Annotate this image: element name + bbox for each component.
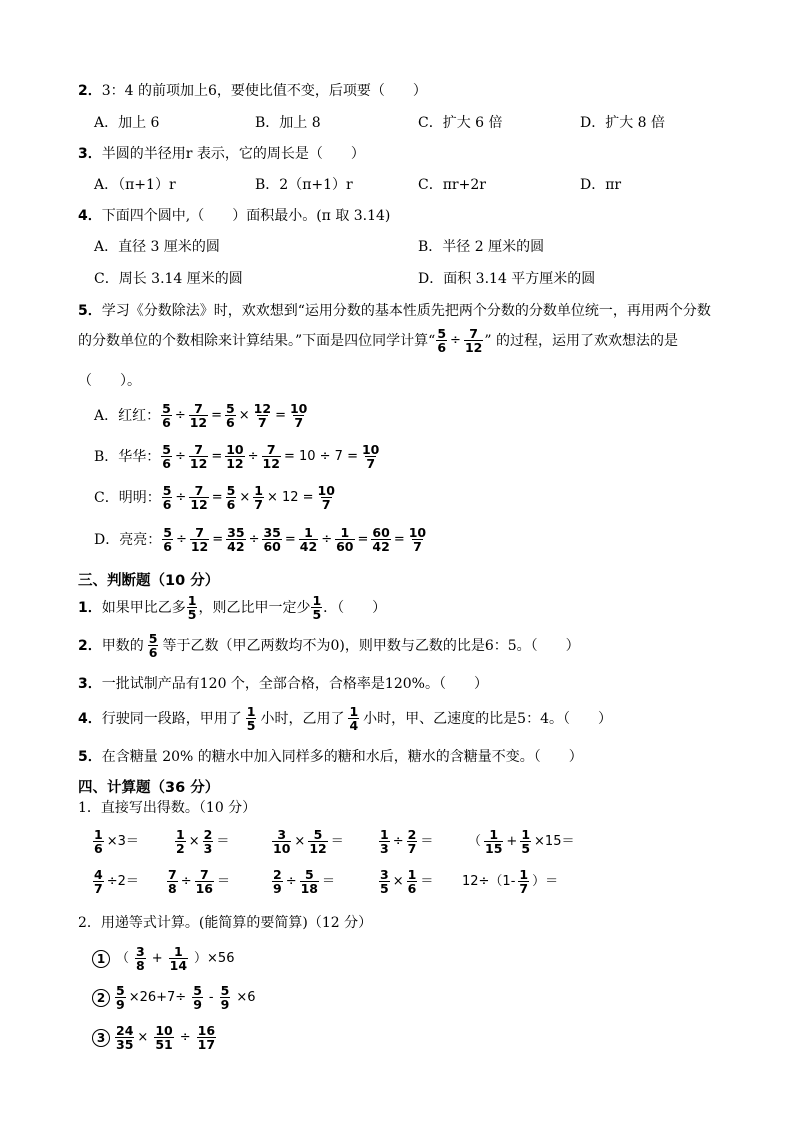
question-text: 等于乙数（甲乙两数均不为0)，则甲数与乙数的比是6：5。（ ）: [162, 637, 580, 654]
q5-option-c[interactable]: C．明明： $\frac{5}{6}$ ÷ $\frac{7}{12}$ = $\frac{5}{6}$ × $\frac{1}{7}$ × 12 = $\frac{10}{7}$: [94, 483, 335, 513]
calc-step-2: 2 $\frac{5}{9}$ ×26+7÷ $\frac{5}{9}$ - $\frac{5}{9}$ ×6: [92, 984, 257, 1011]
question-text: ，则乙比甲一定少: [198, 599, 311, 616]
question-text: 行驶同一段路，甲用了: [101, 710, 242, 727]
question-5-line-2: 的分数单位的个数相除来计算结果。”下面是四位同学计算“ $\frac{5}{6}$ ÷ $\frac{7}{12}$ ” 的过程，运用了欢欢想法的是: [78, 326, 678, 356]
calc-item: $\frac{1}{3}$ ÷ $\frac{2}{7}$ ＝: [380, 827, 434, 857]
judge-3: [78, 677, 488, 691]
question-number: 4．: [78, 208, 102, 224]
q5-option-a[interactable]: A．红红： $\frac{5}{6}$ ÷ $\frac{7}{12}$ = $\frac{5}{6}$ × $\frac{12}{7}$ = $\frac{10}{7}$: [94, 401, 308, 431]
question-text: 半圆的半径用r 表示，它的周长是（ ）: [101, 146, 365, 162]
q3-option-c[interactable]: C．πr+2r: [418, 177, 486, 193]
calc-item: $\frac{1}{2}$ × $\frac{2}{3}$ ＝: [176, 827, 230, 857]
section-4-heading: 四、计算题（36 分）: [78, 780, 220, 796]
judge-5: [78, 750, 583, 764]
question-3: [78, 147, 365, 161]
question-number: 4．: [78, 710, 102, 727]
option-label: D．亮亮：: [94, 531, 162, 548]
question-text: 下面四个圆中,（ ）面积最小。(π 取 3.14): [101, 208, 391, 224]
q5-option-d[interactable]: D．亮亮： $\frac{5}{6}$ ÷ $\frac{7}{12}$ = $\frac{35}{42}$ ÷ $\frac{35}{60}$ = $\frac{1}{42}$ ÷ $\frac{1}{60}$ = $\frac{60}{42}$ = $\frac{10}{7}$: [94, 525, 427, 555]
q5-option-b[interactable]: B．华华： $\frac{5}{6}$ ÷ $\frac{7}{12}$ = $\frac{10}{12}$ ÷ $\frac{7}{12}$ = 10 ÷ 7 = $\frac{10}{7}$: [94, 442, 380, 472]
q4-option-d[interactable]: D．面积 3.14 平方厘米的圆: [418, 271, 596, 287]
q3-option-d[interactable]: D．πr: [580, 177, 622, 193]
question-text: 学习《分数除法》时，欢欢想到“运用分数的基本性质先把两个分数的分数单位统一，再用两个分数: [101, 303, 711, 319]
question-4: [78, 209, 390, 223]
q4-option-a[interactable]: A．直径 3 厘米的圆: [94, 239, 220, 255]
question-text: ．（ ）: [323, 599, 387, 616]
fraction: $\frac{5}{6}$: [437, 326, 447, 356]
calc-item: $\frac{2}{9}$ ÷ $\frac{5}{18}$ ＝: [273, 867, 336, 897]
calc-step-1: 1 （ $\frac{3}{8}$ + $\frac{1}{14}$ ）×56: [92, 945, 236, 972]
question-text: ” 的过程，运用了欢欢想法的是: [484, 332, 678, 349]
question-text: 3：4 的前项加上6，要使比值不变，后项要（ ）: [101, 83, 427, 99]
section-3-heading: 三、判断题（10 分）: [78, 573, 220, 589]
question-5-line-3: （ ）。: [78, 373, 141, 389]
calc-item: 12÷（1- $\frac{1}{7}$ ）＝: [462, 867, 559, 897]
q3-option-a[interactable]: A．（π+1）r: [94, 177, 176, 193]
option-label: C．明明：: [94, 489, 161, 506]
fraction: $\frac{7}{12}$: [464, 326, 483, 356]
judge-2: 2． 甲数的 $\frac{5}{6}$ 等于乙数（甲乙两数均不为0)，则甲数与乙数的比是6：5。（ ）: [78, 631, 580, 661]
calc-item: $\frac{4}{7}$ ÷2＝: [94, 867, 139, 897]
q3-option-b[interactable]: B．2（π+1）r: [255, 177, 353, 193]
question-text: 如果甲比乙多: [101, 599, 186, 616]
calc-step-3: 3 $\frac{24}{35}$ × $\frac{10}{51}$ ÷ $\frac{16}{17}$: [92, 1024, 220, 1051]
question-text: 小时，甲、乙速度的比是5：4。（ ）: [363, 710, 612, 727]
calc-part-1-heading: 1．直接写出得数。（10 分）: [78, 800, 257, 816]
question-number: 3．: [78, 146, 102, 162]
question-number: 5．: [78, 749, 102, 765]
q4-option-c[interactable]: C．周长 3.14 厘米的圆: [94, 271, 243, 287]
option-label: B．华华：: [94, 448, 161, 465]
question-text: 小时，乙用了: [260, 710, 345, 727]
calc-part-2-heading: 2．用递等式计算。(能简算的要简算)（12 分）: [78, 915, 373, 931]
question-number: 3．: [78, 676, 102, 692]
q2-option-c[interactable]: C．扩大 6 倍: [418, 115, 503, 131]
question-text: 一批试制产品有120 个，全部合格，合格率是120%。（ ）: [101, 676, 488, 692]
question-text: 甲数的: [101, 637, 144, 654]
question-2: [78, 84, 427, 98]
q2-option-b[interactable]: B．加上 8: [255, 115, 321, 131]
question-number: 2．: [78, 637, 102, 654]
option-label: A．红红：: [94, 407, 161, 424]
question-number: 2．: [78, 83, 102, 99]
judge-4: 4． 行驶同一段路，甲用了 $\frac{1}{5}$ 小时，乙用了 $\frac{1}{4}$ 小时，甲、乙速度的比是5：4。（ ）: [78, 704, 612, 734]
question-5-line-1: [78, 304, 711, 318]
calc-item: $\frac{3}{5}$ × $\frac{1}{6}$ ＝: [380, 867, 434, 897]
question-text: 的分数单位的个数相除来计算结果。”下面是四位同学计算“: [78, 332, 436, 349]
q2-option-d[interactable]: D．扩大 8 倍: [580, 115, 666, 131]
q4-option-b[interactable]: B．半径 2 厘米的圆: [418, 239, 545, 255]
calc-item: （ $\frac{1}{15}$ + $\frac{1}{5}$ ×15＝: [468, 827, 575, 857]
question-number: 1．: [78, 599, 102, 616]
question-text: 在含糖量 20% 的糖水中加入同样多的糖和水后，糖水的含糖量不变。（ ）: [101, 749, 583, 765]
calc-item: $\frac{7}{8}$ ÷ $\frac{7}{16}$ ＝: [168, 867, 231, 897]
calc-item: $\frac{3}{10}$ × $\frac{5}{12}$ ＝: [273, 827, 344, 857]
q2-option-a[interactable]: A．加上 6: [94, 115, 160, 131]
question-number: 5．: [78, 303, 102, 319]
judge-1: 1． 如果甲比乙多 $\frac{1}{5}$ ，则乙比甲一定少 $\frac{1}{5}$ ．（ ）: [78, 593, 387, 623]
calc-item: $\frac{1}{6}$ ×3＝: [94, 827, 139, 857]
